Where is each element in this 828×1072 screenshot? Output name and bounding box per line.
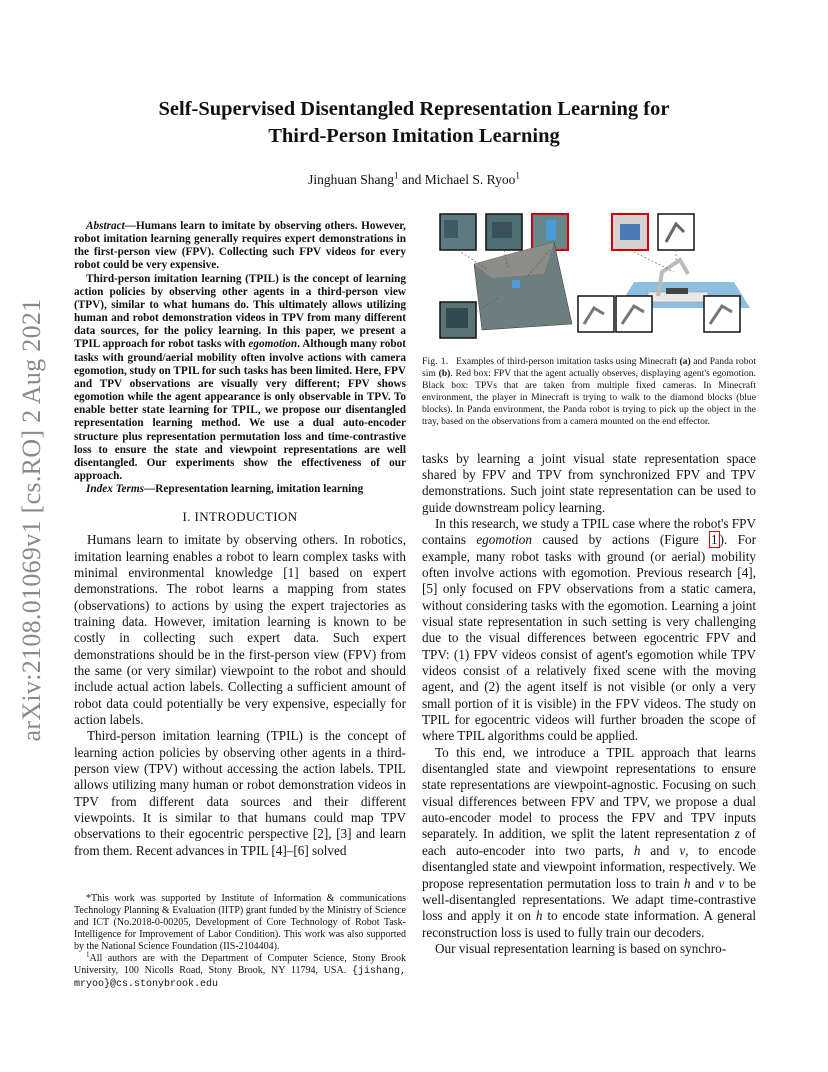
title-line-2: Third-Person Imitation Learning	[268, 125, 560, 147]
abstract-label: Abstract	[86, 220, 125, 232]
math-h-3: h	[535, 908, 543, 924]
footnote-affiliation-mark: 1	[86, 950, 90, 959]
right-p2-text-b: caused by actions (Figure	[532, 532, 710, 548]
math-h-2: h	[683, 875, 691, 891]
figure-1-caption	[422, 356, 756, 429]
minecraft-tpv-1-detail	[444, 220, 458, 238]
panda-fpv-tray	[620, 224, 640, 240]
abstract-emphasis: egomotion	[248, 338, 298, 351]
right-p3-text-g: to encode state information. A general reconstruction loss is used to fully train our decoders.	[422, 908, 756, 940]
right-column-body	[422, 451, 756, 958]
author-2-affiliation: 1	[515, 170, 520, 181]
footnote-affiliation-text: All authors are with the Department of Computer Science, Stony Brook University, 100 Nicolls Road, Stony Brook, NY 11794, USA.	[74, 953, 406, 976]
caption-text-b: and Panda robot sim	[422, 356, 756, 380]
caption-bold-a: (a)	[679, 356, 691, 367]
minecraft-tpv-3-detail	[446, 308, 468, 328]
right-paragraph-1: tasks by learning a joint visual state representation space shared by FPV and TPV from synchronized FPV and TPV demonstrations. Such joint state representation can be used to guide downstream policy learning.	[422, 450, 756, 515]
minecraft-example	[440, 214, 572, 338]
right-p3-text-b: of each auto-encoder into two parts,	[422, 826, 756, 858]
abstract-text-1: Humans learn to imitate by observing others. However, robot imitation learning generally requires expert demonstrations in the first-person view (FPV). Collecting such FPV videos for every robot could be very expensive.	[74, 220, 406, 272]
figure-1-label: Fig. 1.	[422, 356, 449, 367]
panda-tpv-3	[616, 296, 652, 332]
minecraft-fpv-diamond	[546, 220, 556, 240]
right-paragraph-2	[422, 516, 756, 745]
abstract-paragraph-1	[74, 220, 406, 273]
right-p3-text-c: and	[640, 842, 680, 858]
paper-title	[74, 96, 754, 150]
abstract-text-2a: Third-person imitation learning (TPIL) is the concept of learning action policies by observing other agents in a third-person view (TPV), similar to what humans do. This ultimately allows utilizing human and robot demonstration videos in TPV from many different data sources, for the policy learning. In this paper, we present a TPIL approach for robot tasks with	[74, 272, 406, 351]
author-emails[interactable]: {jishang, mryoo}@cs.stonybrook.edu	[74, 966, 406, 990]
title-line-1: Self-Supervised Disentangled Representation Learning for	[158, 98, 670, 120]
figure-1	[422, 212, 756, 340]
right-column	[422, 212, 756, 957]
panda-tpv-1	[658, 214, 694, 250]
panda-link-line-1	[630, 250, 674, 272]
caption-bold-b: (b)	[438, 368, 451, 380]
minecraft-diamond-block	[512, 280, 520, 288]
index-terms-label: Index Terms	[86, 483, 145, 496]
arxiv-identifier	[12, 280, 52, 760]
right-p2-text-c: ). For example, many robot tasks with ground (or aerial) mobility often involve actions with egomotion. Previous research [4], [5] only focused on FPV observations from a static camera, without considering tasks with the egomotion. Learning a joint visual state representation in such setting is very challenging due to the visual differences between egocentric FPV and TPV: (1) FPV videos consist of agent's egomotion while TPV videos consist of a relatively fixed scene with the moving agent, and (2) the agent itself is not visible (or only a very small portion of it is visible) in the FPV videos. The study on TPIL for egocentric videos will further broaden the scope of where TPIL algorithms could be applied.	[422, 532, 756, 744]
panda-tray	[666, 288, 688, 294]
right-paragraph-4: Our visual representation learning is based on synchro-	[435, 940, 727, 956]
caption-text-rest: . Red box: FPV that the agent actually observes, displaying agent's egomotion. Black box: TPVs that are taken from multiple fixed cameras. In Minecraft environment, the player in Minecraft is trying to walk to the diamond blocks (blue blocks). In Panda environment, the Panda robot is trying to pick up the object in the tray, based on the observations from a camera mounted on the end effector.	[422, 368, 757, 428]
author-1-affiliation: 1	[394, 170, 399, 181]
author-2: Michael S. Ryoo	[424, 172, 516, 187]
author-1: Jinghuan Shang	[308, 172, 395, 187]
figure-1-image	[422, 212, 756, 340]
index-terms-text: Representation learning, imitation learning	[155, 483, 364, 496]
right-p2-text-a: In this research, we study a TPIL case where the robot's FPV contains	[422, 515, 756, 548]
math-v-2: v	[718, 875, 725, 891]
left-column	[74, 220, 406, 859]
introduction-body	[74, 532, 406, 859]
abstract-dash: —	[124, 220, 137, 232]
right-paragraph-3	[422, 745, 756, 941]
right-p3-text-d: , to encode disentangled state and viewpoint information, respectively. We propose representation permutation loss to train	[422, 842, 756, 891]
intro-paragraph-1: Humans learn to imitate by observing others. In robotics, imitation learning enables a robot to learn complex tasks with minimal environmental knowledge [1] based on expert demonstrations. The robot learns a mapping from states (observations) to actions by using the expert trajectories as training data. However, imitation learning is known to be costly in collecting such expert data. Such expert demonstrations should be in the first-person view (FPV) from the same (or very similar) viewpoint to the robot and should include actual action labels. Collecting a sufficient amount of robot data could potentially be very expensive, especially for action labels.	[74, 532, 406, 728]
footnotes	[74, 893, 406, 991]
section-heading-introduction: I. INTRODUCTION	[182, 509, 298, 525]
footnote-funding: *This work was supported by Institute of Information & communications Technology Planning & Evaluation (IITP) grant funded by the Ministry of Science and ICT (No.2018-0-00205, Development of Core Technology of Robot Task-Intelligence for Improvement of Labor Condition). This work was also supported by the National Science Foundation (IIS-2104404).	[74, 893, 406, 952]
math-v: v	[679, 842, 686, 858]
abstract	[74, 220, 406, 496]
panda-tpv-2	[578, 296, 614, 332]
minecraft-tpv-2-detail	[492, 222, 512, 238]
author-list	[74, 172, 754, 188]
right-p2-emphasis: egomotion	[476, 532, 532, 548]
author-conjunction: and	[401, 172, 422, 187]
panda-example	[578, 214, 750, 332]
panda-tpv-4	[704, 296, 740, 332]
index-terms-dash: —	[144, 483, 156, 496]
right-p3-text-e: and	[690, 875, 719, 891]
math-h: h	[633, 842, 641, 858]
right-p3-text-f: to be well-disentangled representations. We adapt time-contrastive loss and apply it on	[422, 875, 756, 924]
footnote-affiliation	[74, 950, 406, 991]
index-terms	[74, 483, 406, 496]
figure-1-reference-link[interactable]: 1	[711, 532, 718, 548]
intro-paragraph-2: Third-person imitation learning (TPIL) is the concept of learning action policies by observing other agents in a third-person view (TPV) without accessing the action labels. TPIL allows utilizing many human or robot demonstration videos in TPV from different data sources and their different viewpoints. It is similar to that humans could map TPV observations to their egocentric perspective [2], [3] and learn from them. Recent advances in TPIL [4]–[6] solved	[74, 728, 406, 858]
right-p3-text-a: To this end, we introduce a TPIL approach that learns disentangled state and viewpoint representations to ensure state representations are viewpoint-agnostic. Focusing on such visual differences between FPV and TPV, we propose a dual auto-encoder model to process the FPV and TPV inputs separately. In addition, we split the latent representation	[422, 744, 756, 842]
math-z: z	[734, 826, 740, 842]
arxiv-identifier-text: arXiv:2108.01069v1 [cs.RO] 2 Aug 2021	[17, 298, 46, 742]
abstract-text-2b: . Although many robot tasks with ground/aerial mobility often involve actions with camera egomotion, study on TPIL for such tasks has been limited. Here, FPV and TPV observations are visually very different; FPV shows egomotion while the agent appearance is only observable in TPV. To enable better state learning for TPIL, we propose our disentangled representation learning method. We use a dual auto-encoder structure plus representation permutation loss and time-contrastive loss to ensure the state and viewpoint representations are well disentangled. Our experiments show the effectiveness of our approach.	[74, 338, 406, 482]
caption-text-a: Examples of third-person imitation tasks using Minecraft	[456, 356, 680, 367]
abstract-paragraph-2	[74, 273, 406, 484]
